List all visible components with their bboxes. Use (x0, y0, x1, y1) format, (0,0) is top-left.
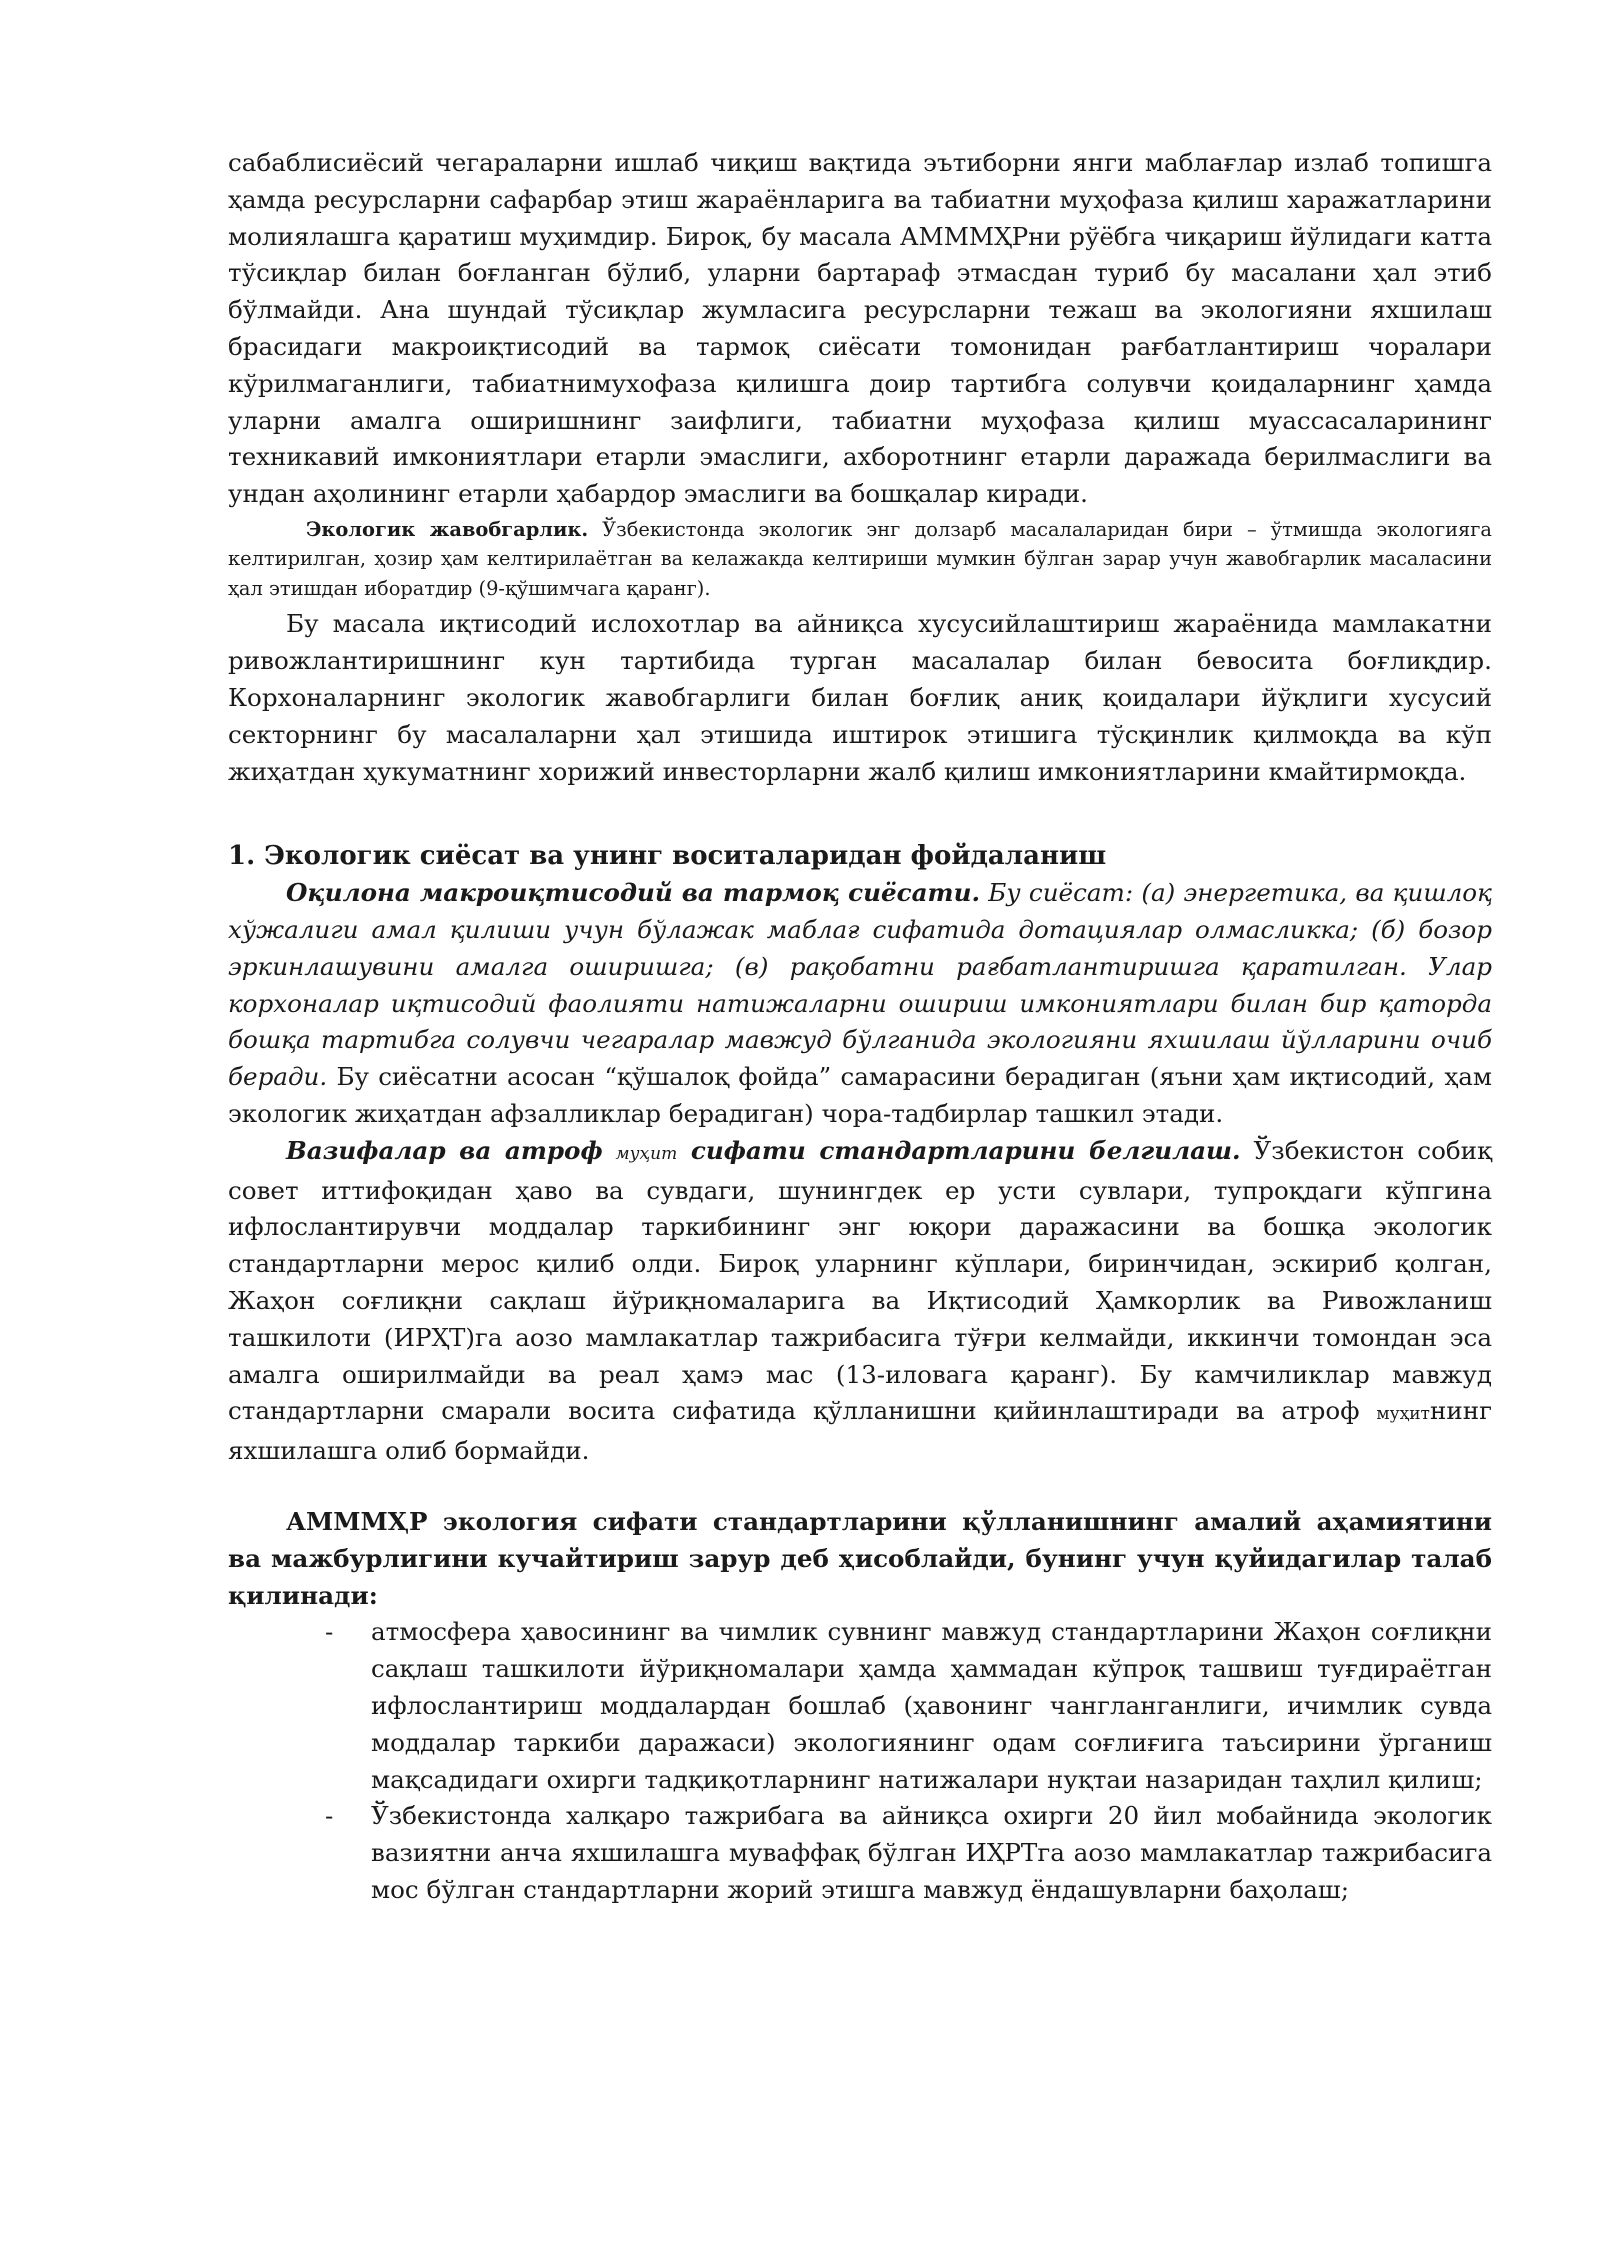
list-item (228, 1614, 1492, 1798)
standards-title-part-1: Вазифалар ва атроф (286, 1135, 603, 1165)
note-title: Экологик жавобгарлик. (306, 517, 589, 541)
standards-title-small-word: муҳит (615, 1143, 678, 1164)
paragraph-5: АММMҲР экология сифати стандартларини қўлланишнинг амалий аҳамиятини ва мажбурлигини кучайтириш зарур деб ҳисоблайди, бунинг учун қуйидагилар талаб қилинади: (228, 1507, 1492, 1610)
note-ecological-responsibility (228, 515, 1492, 604)
note-text: Ўзбекистонда экологик энг долзарб масалаларидан бири – ўтмишда экологияга келтирилган, ҳозир ҳам келтирилаётган ва келажакда келтириши мумкин бўлган зарар учун жавобгарлик масаласини ҳал этишдан иборатдир (9-қўшимчага қаранг). (228, 517, 1492, 600)
list-item (228, 1798, 1492, 1908)
policy-description: Бу сиёсат: (а) энергетика, ва қишлоқ хўжалиги амал қилиши учун бўлажак маблағ сифатида дотациялар олмасликка; (б) бозор эркинлашувини амалга оширишга; (в) рақобатни рағбатлантиришга қаратилган. Улар корхоналар иқтисодий фаолияти натижаларни ошириш имкониятлари билан бир қаторда бошқа тартибга солувчи чегаралар мавжуд бўлганида экологияни яхшилаш йўлларини очиб беради. (228, 878, 1492, 1092)
dash-marker: - (325, 1801, 334, 1831)
section-heading: 1. Экологик сиёсат ва унинг воситаларидан фойдаланиш (228, 841, 1107, 872)
list-item-text: Ўзбекистонда халқаро тажрибага ва айниқса охирги 20 йил мобайнида экологик вазиятни анча яхшилашга муваффақ бўлган ИҲРТга аозо мамлакатлар тажрибасига мос бўлган стандартларни жорий этишга мавжуд ёндашувларни баҳолаш; (371, 1801, 1492, 1904)
standards-end: нинг яхшилашга олиб бормайди. (228, 1396, 1492, 1466)
standards-title-part-2: сифати стандартларини белгилаш. (677, 1135, 1241, 1165)
document-page (228, 145, 1492, 1909)
list-item-text: атмосфера ҳавосининг ва чимлик сувнинг мавжуд стандартларини Жаҳон соғлиқни сақлаш ташкилоти йўриқномалари ҳамда ҳаммадан кўпроқ ташвиш туғдираётган ифлослантириш моддалардан бошлаб (ҳавонинг чангланганлиги, ичимлик сувда моддалар таркиби даражаси) экологиянинг одам соғлиғига таъсирини ўрганиш мақсадидаги охирги тадқиқотларнинг натижалари нуқтаи назаридан таҳлил қилиш; (371, 1617, 1492, 1794)
policy-summary: Бу сиёсатни асосан “қўшалоқ фойда” самарасини берадиган (яъни ҳам иқтисодий, ҳам экологик жиҳатдан афзалликлар берадиган) чора-тадбирлар ташкил этади. (228, 1062, 1492, 1129)
requirements-list (228, 1614, 1492, 1908)
paragraph-3 (228, 875, 1492, 1133)
standards-small-word: муҳит (1376, 1404, 1430, 1425)
spacer (228, 1470, 1492, 1504)
standards-body: Ўзбекистон собиқ совет иттифоқидан ҳаво ва сувдаги, шунингдек ер усти сувлари, тупроқдаги кўпгина ифлослантирувчи моддалар таркибининг энг юқори даражасини ва бошқа экологик стандартларни мерос қилиб олди. Бироқ уларнинг кўплари, биринчидан, эскириб қолган, Жаҳон соғлиқни сақлаш йўриқномаларига ва Иқтисодий Ҳамкорлик ва Ривожланиш ташкилоти (ИРҲТ)га аозо мамлакатлар тажрибасига тўғри келмайди, иккинчи томондан эса амалга оширилмайди ва реал ҳамэ мас (13-иловага қаранг). Бу камчиликлар мавжуд стандартларни смарали восита сифатида қўлланишни қийинлаштиради ва атроф (228, 1135, 1492, 1426)
paragraph-2: Бу масала иқтисодий ислохотлар ва айниқса хусусийлаштириш жараёнида мамлакатни ривожлантиришнинг кун тартибида турган масалалар билан бевосита боғлиқдир. Корхоналарнинг экологик жавобгарлиги билан боғлиқ аниқ қоидалари йўқлиги хусусий секторнинг бу масалаларни ҳал этишида иштирок этишига тўсқинлик қилмоқда ва кўп жиҳатдан ҳукуматнинг хорижий инвесторларни жалб қилиш имкониятларини кмайтирмоқда. (228, 609, 1492, 786)
policy-title: Оқилона макроиқтисодий ва тармоқ сиёсати. (286, 878, 981, 908)
paragraph-1: сабаблисиёсий чегараларни ишлаб чиқиш вақтида эътиборни янги маблағлар излаб топишга ҳамда ресурсларни сафарбар этиш жараёнларига ва табиатни муҳофаза қилиш харажатларини молиялашга қаратиш муҳимдир. Бироқ, бу масала АММMҲРни рўёбга чиқариш йўлидаги катта тўсиқлар билан боғланган бўлиб, уларни бартараф этмасдан туриб бу масалани ҳал этиб бўлмайди. Ана шундай тўсиқлар жумласига ресурсларни тежаш ва экологияни яхшилаш брасидаги макроиқтисодий ва тармоқ сиёсати томонидан рағбатлантириш чоралари кўрилмаганлиги, табиатнимухофаза қилишга доир тартибга солувчи қоидаларнинг ҳамда уларни амалга оширишнинг заифлиги, табиатни муҳофаза қилиш муассасаларининг техникавий имкониятлари етарли эмаслиги, ахборотнинг етарли даражада берилмаслиги ва ундан аҳолининг етарли ҳабардор эмаслиги ва бошқалар киради. (228, 148, 1492, 509)
dash-marker: - (325, 1617, 334, 1647)
paragraph-4 (228, 1133, 1492, 1470)
